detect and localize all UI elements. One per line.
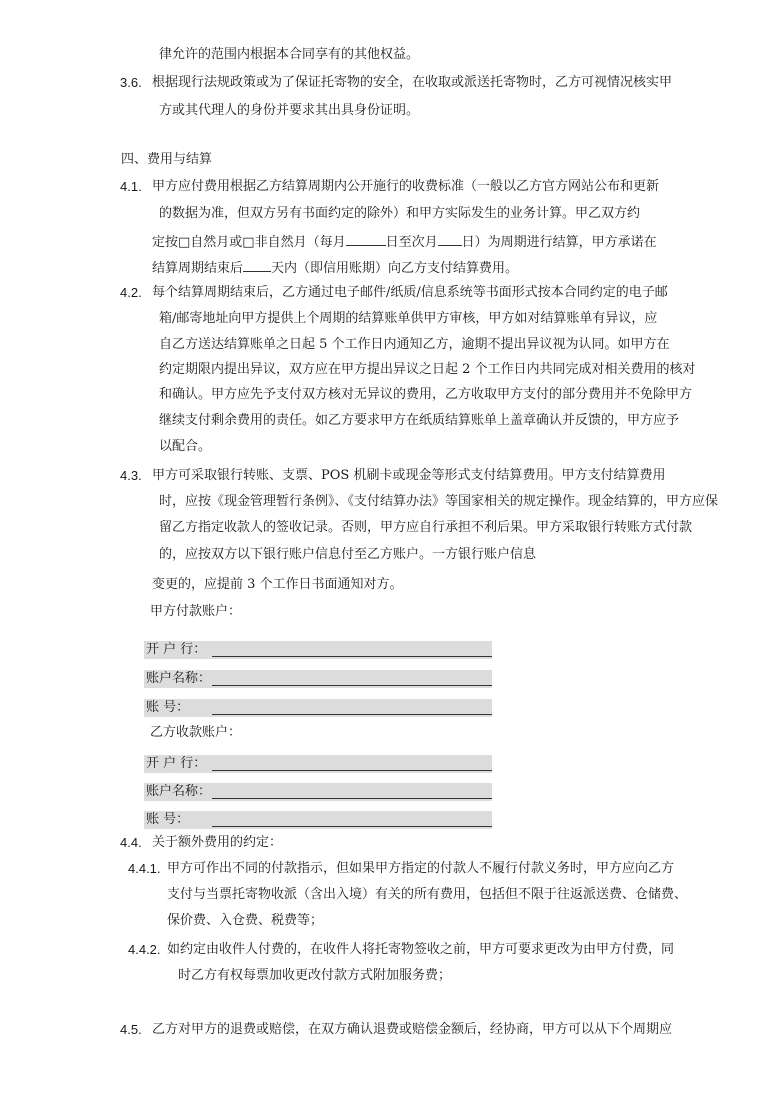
field-label: 开 户 行：: [146, 756, 207, 771]
clause-4-1-line: [152, 257, 518, 279]
field-label: 账户名称：: [146, 784, 212, 799]
blank-end-day[interactable]: [438, 231, 462, 246]
clause-number-4-4-2: 4.4.2.: [128, 942, 161, 957]
clause-4-1-text: 定按□自然月或□非自然月（每月: [152, 235, 346, 250]
party-b-bank-field[interactable]: [144, 755, 492, 773]
clause-3-6-line: 方或其代理人的身份并要求其出具身份证明。: [159, 103, 420, 118]
field-line: [212, 656, 492, 657]
clause-number-4-2: 4.2.: [120, 285, 142, 300]
clause-4-3-line: 时，应按《现金管理暂行条例》、《支付结算办法》等国家相关的规定操作。现金结算的，甲方应保: [159, 494, 719, 509]
clause-4-1-text: 日至次月: [385, 235, 438, 250]
field-line: [212, 685, 492, 686]
party-a-number-field[interactable]: [144, 699, 492, 717]
clause-4-2-line: 每个结算周期结束后，乙方通过电子邮件/纸质/信息系统等书面形式按本合同约定的电子邮: [152, 285, 668, 300]
field-line: [212, 798, 492, 799]
clause-number-4-3: 4.3.: [120, 468, 142, 483]
clause-number-4-4-1: 4.4.1.: [128, 861, 161, 876]
section-title: 四、费用与结算: [121, 152, 213, 167]
paragraph-line: 律允许的范围内根据本合同享有的其他权益。: [159, 47, 420, 62]
clause-number-4-4: 4.4.: [120, 835, 142, 850]
clause-3-6-line: 根据现行法规政策或为了保证托寄物的安全，在收取或派送托寄物时，乙方可视情况核实甲: [152, 75, 673, 90]
clause-4-4-2-line: 时乙方有权每票加收更改付款方式附加服务费；: [178, 968, 452, 983]
clause-4-4-2-line: 如约定由收件人付费的，在收件人将托寄物签收之前，甲方可要求更改为由甲方付费，同: [167, 942, 675, 957]
clause-4-2-line: 箱/邮寄地址向甲方提供上个周期的结算账单供甲方审核，甲方如对结算账单有异议，应: [159, 311, 658, 326]
party-a-bank-field[interactable]: [144, 641, 492, 659]
clause-4-2-line: 约定期限内提出异议，双方应在甲方提出异议之日起 2 个工作日内共同完成对相关费用的核对: [159, 362, 696, 377]
clause-4-1-line: [152, 231, 657, 253]
clause-4-1-line: 的数据为准，但双方另有书面约定的除外）和甲方实际发生的业务计算。甲乙双方约: [159, 206, 641, 221]
clause-4-1-text: 日）为周期进行结算，甲方承诺在: [461, 235, 657, 250]
blank-start-day[interactable]: [346, 231, 386, 246]
clause-4-3-line: 甲方可采取银行转账、支票、POS 机刷卡或现金等形式支付结算费用。甲方支付结算费用: [152, 468, 666, 483]
clause-4-2-line: 自乙方送达结算账单之日起 5 个工作日内通知乙方，逾期不提出异议视为认同。如甲方在: [159, 337, 670, 352]
clause-4-2-line: 以配合。: [159, 439, 212, 454]
field-line: [212, 770, 492, 771]
clause-4-4-1-line: 保价费、入仓费、税费等；: [167, 913, 324, 928]
clause-4-3-line: 留乙方指定收款人的签收记录。否则，甲方应自行承担不利后果。甲方采取银行转账方式付款: [159, 520, 693, 535]
clause-number-4-1: 4.1.: [120, 179, 142, 194]
party-b-number-field[interactable]: [144, 811, 492, 829]
field-label: 开 户 行：: [146, 642, 207, 657]
clause-4-3-line: 变更的，应提前 3 个工作日书面通知对方。: [152, 577, 403, 592]
clause-number-4-5: 4.5.: [120, 1022, 142, 1037]
field-line: [212, 714, 492, 715]
party-b-name-field[interactable]: [144, 783, 492, 801]
clause-4-1-line: 甲方应付费用根据乙方结算周期内公开施行的收费标准（一般以乙方官方网站公布和更新: [152, 179, 660, 194]
clause-number-3-6: 3.6.: [120, 75, 142, 90]
field-line: [212, 826, 492, 827]
clause-4-2-line: 和确认。甲方应先予支付双方核对无异议的费用，乙方收取甲方支付的部分费用并不免除甲方: [159, 387, 693, 402]
blank-credit-days[interactable]: [243, 257, 271, 272]
clause-4-4-1-line: 甲方可作出不同的付款指示，但如果甲方指定的付款人不履行付款义务时，甲方应向乙方: [167, 861, 675, 876]
party-b-account-title: 乙方收款账户：: [150, 725, 242, 740]
clause-4-1-text: 天内（即信用账期）向乙方支付结算费用。: [271, 261, 519, 276]
clause-4-4-title: 关于额外费用的约定：: [152, 835, 283, 850]
clause-4-1-text: 结算周期结束后: [152, 261, 244, 276]
field-label: 账户名称：: [146, 671, 212, 686]
party-a-account-title: 甲方付款账户：: [150, 604, 242, 619]
field-label: 账 号：: [146, 700, 190, 715]
clause-4-3-line: 的，应按双方以下银行账户信息付至乙方账户。一方银行账户信息: [159, 547, 537, 562]
party-a-name-field[interactable]: [144, 670, 492, 688]
clause-4-5-line: 乙方对甲方的退费或赔偿，在双方确认退费或赔偿金额后，经协商，甲方可以从下个周期应: [152, 1022, 673, 1037]
clause-4-2-line: 继续支付剩余费用的责任。如乙方要求甲方在纸质结算账单上盖章确认并反馈的，甲方应予: [159, 413, 680, 428]
field-label: 账 号：: [146, 812, 190, 827]
clause-4-4-1-line: 支付与当票托寄物收派（含出入境）有关的所有费用，包括但不限于往返派送费、仓储费、: [167, 887, 688, 902]
